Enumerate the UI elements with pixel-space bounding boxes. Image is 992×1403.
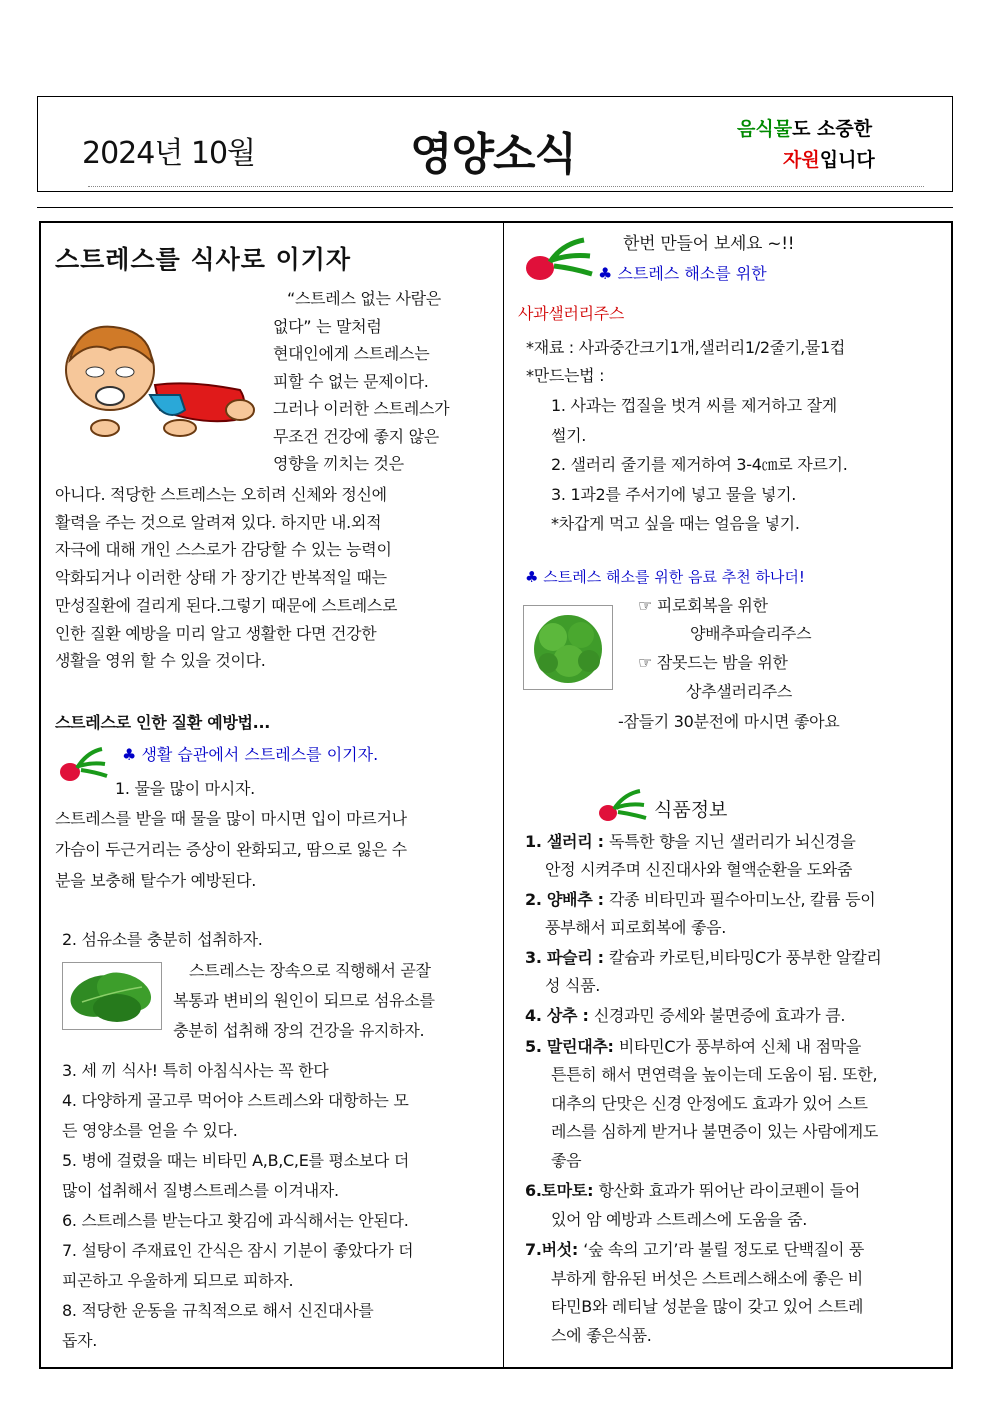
food-info-line (525, 1002, 845, 1030)
body-line: 활력을 주는 것으로 알려져 있다. 하지만 내.외적 (55, 512, 382, 532)
intro-line: 없다” 는 말처럼 (273, 316, 382, 336)
recipe-step: 1. 사과는 껍질을 벗겨 씨를 제거하고 잘게 (551, 396, 837, 415)
prevention-title: 스트레스로 인한 질환 예방법... (55, 713, 271, 732)
intro-line: 그러나 이러한 스트레스가 (273, 399, 450, 418)
item2-line: 복통과 변비의 원인이 되므로 섬유소를 (173, 991, 435, 1010)
list-line: 돕자. (62, 1331, 98, 1350)
drink2-label: 잠못드는 밤을 위한 (656, 653, 788, 672)
list-line: 많이 섭취해서 질병스트레스를 이겨내자. (62, 1181, 339, 1200)
item1-line: 가슴이 두근거리는 증상이 완화되고, 땀으로 잃은 수 (55, 840, 407, 859)
intro-line: 현대인에게 스트레스는 (273, 344, 430, 363)
recipe-step: 2. 샐러리 줄기를 제거하여 3-4㎝로 자르기. (551, 455, 848, 474)
lettuce-photo (523, 605, 613, 690)
recipe-step: *차갑게 먹고 싶을 때는 얼음을 넣기. (551, 514, 800, 533)
food-item-text: 독특한 향을 지닌 샐러리가 뇌신경을 (609, 832, 856, 851)
item2-line: 충분히 섭취해 장의 건강을 유지하자. (173, 1021, 425, 1040)
food-item-label: 3. 파슬리 : (525, 948, 609, 967)
drink1-name: 양배추파슬리주스 (690, 624, 812, 643)
intro-line: 피할 수 없는 문제이다. (273, 371, 429, 391)
drink1-label: 피로회복을 위한 (656, 596, 768, 615)
try-title: 한번 만들어 보세요 ~!! (623, 234, 795, 254)
drink-note: -잠들기 30분전에 마시면 좋아요 (618, 712, 840, 731)
body-line: 악화되거나 이러한 상태 가 장기간 반복적일 때는 (55, 568, 387, 588)
food-item-text: ‘숲 속의 고기’라 불릴 정도로 단백질이 풍 (583, 1240, 865, 1259)
food-info-line: 튼튼히 해서 면연력을 높이는데 도움이 됨. 또한, (551, 1065, 878, 1084)
drink-heading (525, 563, 805, 591)
club-icon: ♣ (525, 568, 539, 586)
stress-relief-label: 스트레스 해소를 위한 (617, 264, 767, 283)
food-item-text: 비타민C가 풍부하여 신체 내 점막을 (618, 1036, 862, 1056)
club-icon: ♣ (598, 264, 613, 283)
food-item-label: 6.토마토: (525, 1181, 599, 1200)
list-line: 7. 설탕이 주재료인 간식은 잠시 기분이 좋았다가 더 (62, 1241, 414, 1260)
item2-title: 2. 섬유소를 충분히 섭취하자. (62, 930, 263, 949)
list-line: 8. 적당한 운동을 규칙적으로 해서 신진대사를 (62, 1301, 374, 1320)
spinach-photo (62, 962, 162, 1030)
food-info-line: 풍부해서 피로회복에 좋음. (545, 917, 727, 937)
habit-title: 생활 습관에서 스트레스를 이기자. (141, 745, 379, 764)
pointer-icon: ☞ (638, 653, 653, 672)
drink1-line (638, 592, 768, 620)
food-info-line: 안정 시켜주며 신진대사와 혈액순환을 도와줌 (545, 859, 853, 879)
food-item-label: 1. 샐러리 : (525, 832, 609, 851)
food-info-line (525, 944, 882, 972)
body-line: 인한 질환 예방을 미리 알고 생활한 다면 건강한 (55, 623, 377, 643)
intro-line: 영향을 끼치는 것은 (273, 454, 404, 473)
body-line: 자극에 대해 개인 스스로가 감당할 수 있는 능력이 (55, 540, 392, 560)
recipe-step: 썰기. (551, 425, 587, 445)
slogan-word: 음식물 (737, 118, 793, 140)
habit-heading (122, 741, 378, 769)
food-info-line (525, 1177, 860, 1205)
column-divider (503, 221, 504, 1369)
radish-icon (596, 788, 648, 824)
item1-line: 분을 보충해 탈수가 예방된다. (55, 871, 257, 890)
recipe-name: 사과샐러리주스 (518, 304, 625, 323)
radish-icon (522, 236, 594, 282)
food-info-line (525, 886, 875, 914)
body-line: 만성질환에 걸리게 된다.그렇기 때문에 스트레스로 (55, 595, 398, 615)
body-line: 생활을 영위 할 수 있을 것이다. (55, 651, 266, 671)
food-info-title: 식품정보 (654, 799, 728, 821)
intro-line: 무조건 건강에 좋지 않은 (273, 426, 439, 446)
drink-title: 스트레스 해소를 위한 음료 추천 하나더! (543, 568, 805, 586)
slogan-word: 도 소중한 (792, 118, 873, 140)
food-info-line: 부하게 함유된 버섯은 스트레스해소에 좋은 비 (551, 1268, 863, 1288)
food-info-line: 성 식품. (545, 975, 601, 995)
list-line: 4. 다양하게 골고루 먹어야 스트레스와 대항하는 모 (62, 1091, 409, 1110)
stressed-child-illustration (50, 310, 260, 440)
recipe-ingredients: *재료 : 사과중간크기1개,샐러리1/2줄기,물1컵 (526, 338, 846, 357)
food-item-text: 항산화 효과가 뛰어난 라이코펜이 들어 (598, 1181, 861, 1200)
food-info-line: 레스를 심하게 받거나 불면증이 있는 사람에게도 (551, 1122, 879, 1141)
food-item-label: 5. 말린대추: (525, 1036, 619, 1056)
food-item-label: 2. 양배추 : (525, 890, 609, 909)
slogan-line-1 (737, 114, 872, 141)
food-info-line (525, 1236, 864, 1264)
food-item-label: 4. 상추 : (525, 1006, 594, 1025)
drink2-name: 상추샐러리주스 (686, 682, 793, 701)
list-line: 피곤하고 우울하게 되므로 피하자. (62, 1271, 294, 1290)
slogan-line-2 (783, 145, 875, 172)
food-info-line: 있어 암 예방과 스트레스에 도움을 줌. (551, 1209, 808, 1229)
item1-line: 스트레스를 받을 때 물을 많이 마시면 입이 마르거나 (55, 809, 407, 828)
food-info-line: 대추의 단맛은 신경 안정에도 효과가 있어 스트 (551, 1093, 868, 1113)
food-item-text: 각종 비타민과 필수아미노산, 칼륨 등이 (609, 890, 876, 909)
list-line: 6. 스트레스를 받는다고 홧김에 과식해서는 안된다. (62, 1211, 409, 1230)
item2-line: 스트레스는 장속으로 직행해서 곧잘 (189, 961, 431, 980)
slogan-word: 입니다 (819, 149, 875, 171)
recipe-step: 3. 1과2를 주서기에 넣고 물을 넣기. (551, 484, 797, 504)
newsletter-date: 2024년 10월 (82, 136, 256, 171)
food-info-line: 타민B와 레티날 성분을 많이 갖고 있어 스트레 (551, 1297, 864, 1316)
newsletter-title: 영양소식 (410, 129, 577, 180)
body-line: 아니다. 적당한 스트레스는 오히려 신체와 정신에 (55, 485, 387, 504)
recipe-method-label: *만드는법 : (526, 366, 605, 385)
header-dotted-rule (88, 186, 924, 187)
radish-icon (57, 744, 109, 784)
food-item-text: 신경과민 증세와 불면증에 효과가 큼. (593, 1006, 846, 1025)
food-info-line: 스에 좋은식품. (551, 1325, 652, 1345)
food-info-line: 좋음 (551, 1150, 582, 1170)
list-line: 3. 세 끼 식사! 특히 아침식사는 꼭 한다 (62, 1061, 329, 1080)
intro-line: “스트레스 없는 사람은 (287, 289, 441, 308)
drink2-line (638, 649, 788, 677)
food-info-line (525, 1033, 861, 1061)
slogan-word: 자원 (783, 149, 820, 171)
food-info-line (525, 828, 855, 856)
list-line: 든 영양소를 얻을 수 있다. (62, 1121, 238, 1140)
food-item-text: 칼슘과 카로틴,비타밍C가 풍부한 알칼리 (609, 948, 882, 967)
left-title: 스트레스를 식사로 이기자 (55, 245, 352, 274)
stress-relief-heading (598, 260, 767, 288)
food-item-label: 7.버섯: (525, 1240, 584, 1259)
header-separator (37, 207, 953, 208)
list-line: 5. 병에 걸렸을 때는 비타민 A,B,C,E를 평소보다 더 (62, 1151, 410, 1170)
club-icon: ♣ (122, 745, 137, 764)
item1-title: 1. 물을 많이 마시자. (115, 779, 255, 798)
pointer-icon: ☞ (638, 596, 653, 615)
